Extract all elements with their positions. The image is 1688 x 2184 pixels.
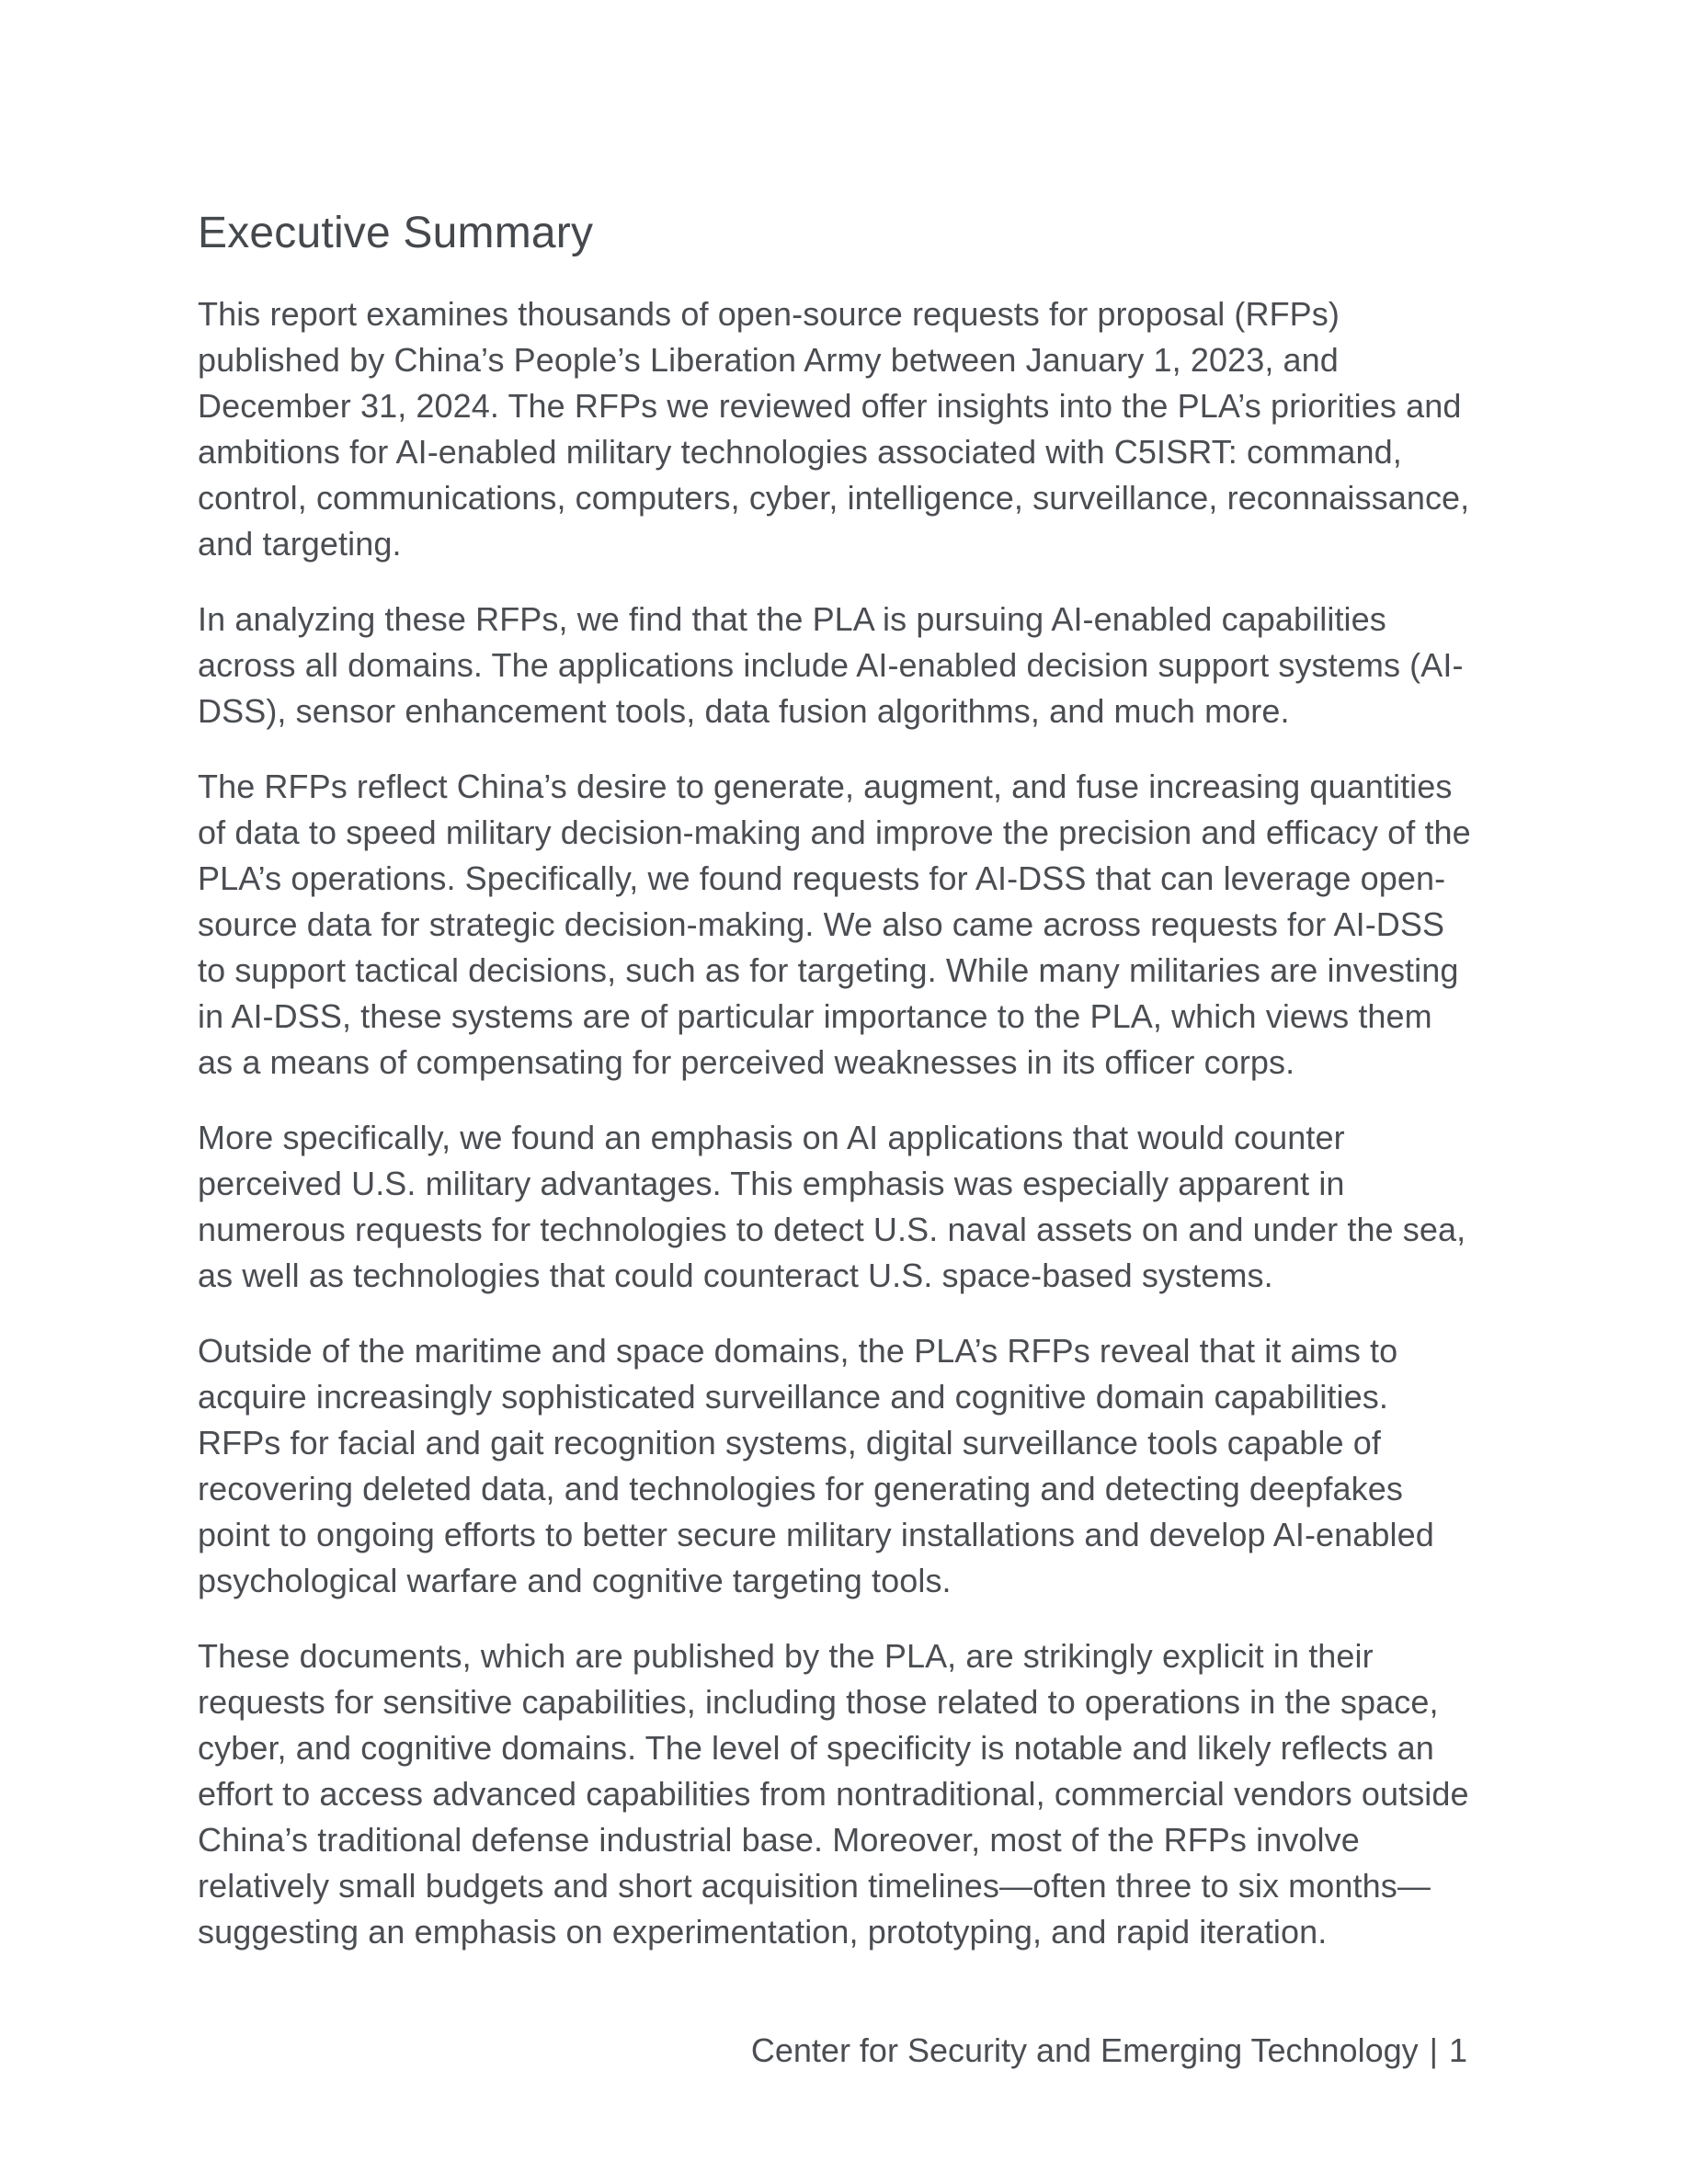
footer-organization: Center for Security and Emerging Technology <box>750 2031 1419 2069</box>
paragraph-2: In analyzing these RFPs, we find that the PLA is pursuing AI-enabled capabilities across all domains. The applications include AI-enabled decision support systems (AI-DSS), sensor enhancement tools, data fusion algorithms, and much more. <box>198 599 1464 730</box>
section-heading: Executive Summary <box>198 209 594 257</box>
footer-page-number: 1 <box>1448 2031 1467 2069</box>
footer-separator: | <box>1429 2031 1438 2069</box>
paragraph-5: Outside of the maritime and space domains, the PLA’s RFPs reveal that it aims to acquire increasingly sophisticated surveillance and cognitive domain capabilities. RFPs for facial and gait recognition systems, digital surveillance tools capable of recovering deleted data, and technologies for generating and detecting deepfakes point to ongoing efforts to better secure military installations and develop AI-enabled psychological warfare and cognitive targeting tools. <box>198 1331 1434 1599</box>
paragraph-1: This report examines thousands of open-source requests for proposal (RFPs) published by China’s People’s Liberation Army between January 1, 2023, and December 31, 2024. The RFPs we reviewed offer insights into the PLA’s priorities and ambitions for AI-enabled military technologies associated with C5ISRT: command, control, communications, computers, cyber, intelligence, surveillance, reconnaissance, and targeting. <box>198 294 1470 563</box>
paragraph-3: The RFPs reflect China’s desire to generate, augment, and fuse increasing quantities of data to speed military decision-making and improve the precision and efficacy of the PLA’s operations. Specifically, we found requests for AI-DSS that can leverage open-source data for strategic decision-making. We also came across requests for AI-DSS to support tactical decisions, such as for targeting. While many militaries are investing in AI-DSS, these systems are of particular importance to the PLA, which views them as a means of compensating for perceived weaknesses in its officer corps. <box>198 767 1471 1081</box>
paragraph-6: These documents, which are published by the PLA, are strikingly explicit in their requests for sensitive capabilities, including those related to operations in the space, cyber, and cognitive domains. The level of specificity is notable and likely reflects an effort to access advanced capabilities from nontraditional, commercial vendors outside China’s traditional defense industrial base. Moreover, most of the RFPs involve relatively small budgets and short acquisition timelines—often three to six months—suggesting an emphasis on experimentation, prototyping, and rapid iteration. <box>198 1636 1469 1951</box>
executive-summary-section <box>198 207 1471 1985</box>
page-footer <box>751 2031 1467 2070</box>
paragraph-4: More specifically, we found an emphasis on AI applications that would counter perceived U.S. military advantages. This emphasis was especially apparent in numerous requests for technologies to detect U.S. naval assets on and under the sea, as well as technologies that could counteract U.S. space-based systems. <box>198 1118 1466 1294</box>
